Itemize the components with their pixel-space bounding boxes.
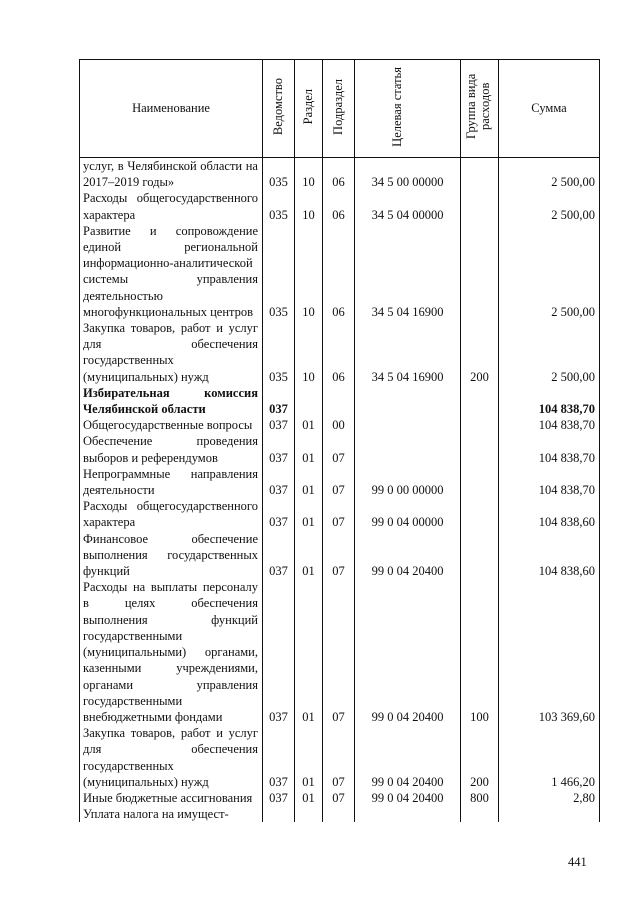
cell-department: 035 [263,158,295,191]
cell-department: 037 [263,790,295,806]
cell-name: Общегосударственные вопросы [80,417,263,433]
cell-department: 037 [263,385,295,417]
table-row [80,579,600,725]
cell-subsection: 06 [323,223,355,320]
header-department: Ведомство [263,60,295,158]
cell-target: 34 5 04 00000 [355,190,461,222]
table-row [80,806,600,822]
cell-sum: 2 500,00 [499,320,600,385]
cell-target: 99 0 04 20400 [355,579,461,725]
cell-target: 99 0 04 20400 [355,725,461,790]
cell-target [355,385,461,417]
cell-name: Расходы общегосударственного характера [80,498,263,530]
cell-subsection [323,806,355,822]
cell-name: Уплата налога на имущест- [80,806,263,822]
cell-name: Развитие и сопровождение единой региональной информационно-аналитической системы управления деятельностью многофункциональных центров [80,223,263,320]
cell-name: Иные бюджетные ассигнования [80,790,263,806]
cell-name: Избирательная комиссия Челябинской области [80,385,263,417]
cell-group [461,223,499,320]
table-body [80,158,600,823]
header-subsection: Подраздел [323,60,355,158]
cell-group [461,158,499,191]
cell-group [461,417,499,433]
budget-table [79,59,600,822]
cell-group: 200 [461,320,499,385]
cell-sum: 2,80 [499,790,600,806]
cell-section: 10 [295,158,323,191]
table-row [80,158,600,191]
cell-subsection [323,385,355,417]
cell-name: Закупка товаров, работ и услуг для обеспечения государственных (муниципальных) нужд [80,320,263,385]
header-group: Группа вида расходов [461,60,499,158]
header-name: Наименование [80,60,263,158]
cell-name: Расходы на выплаты персоналу в целях обеспечения выполнения функций государственными (муниципальными) органами, казенными учреждениями, органами управления государственными внебюджетными фондами [80,579,263,725]
cell-section [295,806,323,822]
cell-subsection: 00 [323,417,355,433]
cell-group [461,385,499,417]
cell-sum: 2 500,00 [499,223,600,320]
cell-department: 037 [263,579,295,725]
cell-name: Непрограммные направления деятельности [80,466,263,498]
cell-section: 01 [295,790,323,806]
header-sum: Сумма [499,60,600,158]
cell-sum: 104 838,70 [499,466,600,498]
cell-subsection: 07 [323,790,355,806]
table-row [80,190,600,222]
table-row [80,725,600,790]
cell-subsection: 07 [323,466,355,498]
cell-group [461,531,499,580]
table-row [80,498,600,530]
table-row [80,223,600,320]
cell-sum: 2 500,00 [499,158,600,191]
cell-department: 035 [263,320,295,385]
cell-target: 99 0 00 00000 [355,466,461,498]
cell-section: 01 [295,725,323,790]
cell-subsection: 07 [323,725,355,790]
cell-sum: 1 466,20 [499,725,600,790]
table-row [80,385,600,417]
cell-target: 34 5 04 16900 [355,320,461,385]
cell-department: 037 [263,725,295,790]
cell-sum: 2 500,00 [499,190,600,222]
cell-section: 10 [295,190,323,222]
cell-section: 10 [295,320,323,385]
cell-subsection: 06 [323,320,355,385]
cell-name: Закупка товаров, работ и услуг для обеспечения государственных (муниципальных) нужд [80,725,263,790]
cell-sum: 104 838,60 [499,531,600,580]
cell-group: 100 [461,579,499,725]
cell-group [461,466,499,498]
cell-group [461,433,499,465]
cell-department: 037 [263,466,295,498]
cell-department: 035 [263,223,295,320]
cell-section: 01 [295,433,323,465]
cell-group [461,806,499,822]
cell-name: услуг, в Челябинской области на 2017–2019 годы» [80,158,263,191]
cell-target: 34 5 04 16900 [355,223,461,320]
cell-section: 01 [295,417,323,433]
cell-sum: 104 838,70 [499,417,600,433]
cell-sum: 104 838,60 [499,498,600,530]
cell-subsection: 07 [323,579,355,725]
cell-department: 035 [263,190,295,222]
header-section: Раздел [295,60,323,158]
cell-target: 99 0 04 20400 [355,531,461,580]
cell-target: 34 5 00 00000 [355,158,461,191]
cell-sum: 104 838,70 [499,433,600,465]
cell-subsection: 06 [323,190,355,222]
cell-subsection: 07 [323,531,355,580]
cell-department: 037 [263,417,295,433]
cell-department [263,806,295,822]
table-row [80,433,600,465]
cell-department: 037 [263,498,295,530]
cell-section: 01 [295,498,323,530]
cell-name: Обеспечение проведения выборов и референдумов [80,433,263,465]
table-row [80,531,600,580]
cell-target [355,806,461,822]
cell-group [461,498,499,530]
cell-name: Финансовое обеспечение выполнения государственных функций [80,531,263,580]
cell-department: 037 [263,433,295,465]
cell-target: 99 0 04 20400 [355,790,461,806]
cell-section: 01 [295,579,323,725]
table-header [80,60,600,158]
page-number: 441 [568,855,587,869]
cell-subsection: 07 [323,433,355,465]
cell-group [461,190,499,222]
cell-target: 99 0 04 00000 [355,498,461,530]
cell-sum: 104 838,70 [499,385,600,417]
cell-section [295,385,323,417]
cell-target [355,417,461,433]
cell-group: 200 [461,725,499,790]
cell-section: 10 [295,223,323,320]
table-row [80,466,600,498]
table-row [80,790,600,806]
cell-sum: 103 369,60 [499,579,600,725]
cell-subsection: 07 [323,498,355,530]
cell-subsection: 06 [323,158,355,191]
cell-name: Расходы общегосударственного характера [80,190,263,222]
cell-section: 01 [295,466,323,498]
cell-sum [499,806,600,822]
table-row [80,320,600,385]
table-row [80,417,600,433]
cell-section: 01 [295,531,323,580]
header-target: Целевая статья [355,60,461,158]
cell-department: 037 [263,531,295,580]
cell-group: 800 [461,790,499,806]
cell-target [355,433,461,465]
